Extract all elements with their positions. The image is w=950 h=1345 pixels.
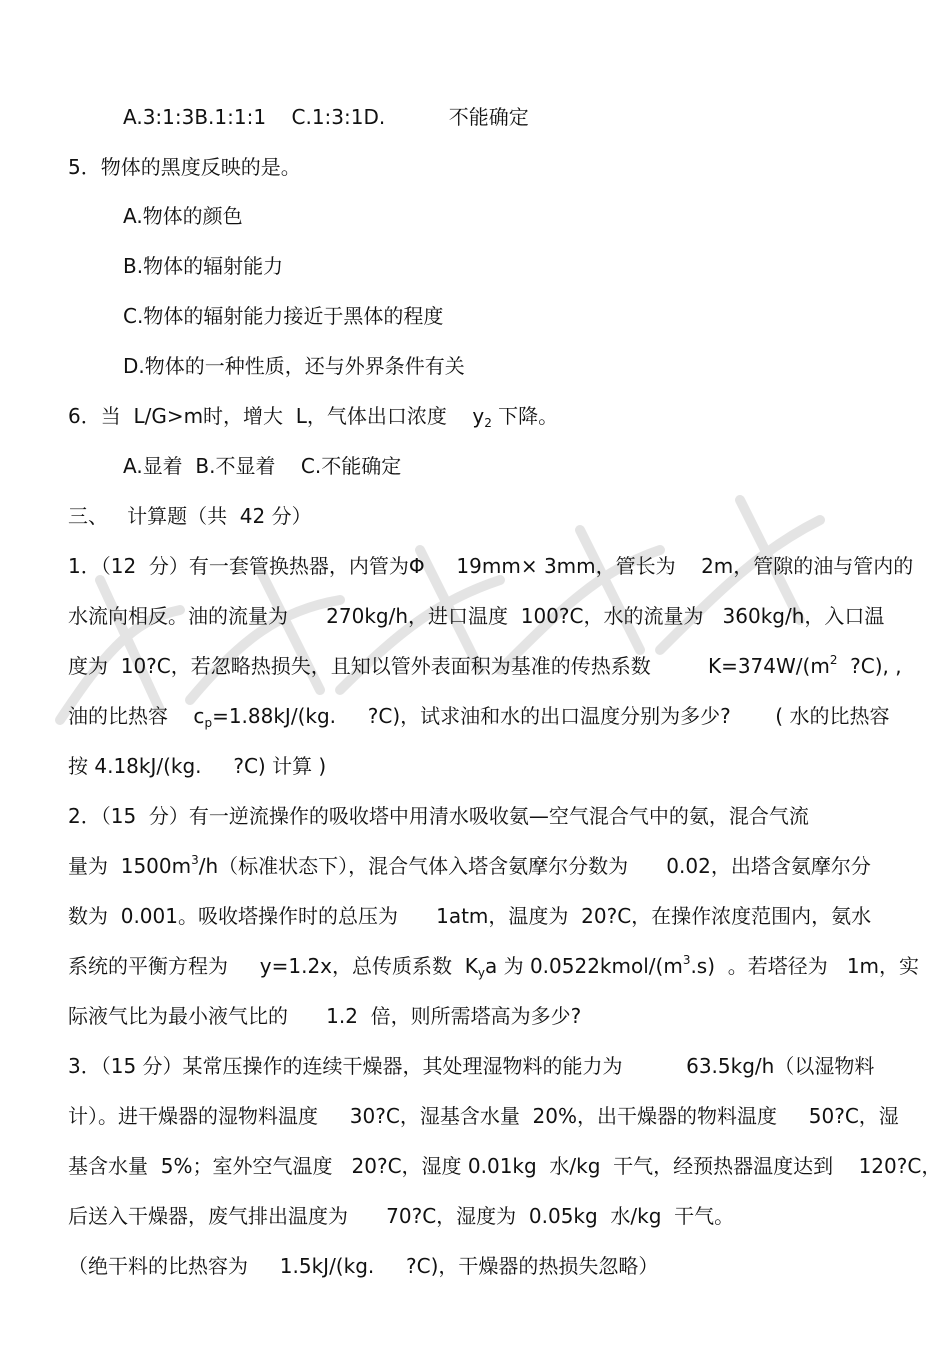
problem-2-line-4-b: a 为 0.0522kmol/(m (484, 954, 683, 978)
problem-2-line-3: 数为 0.001。吸收塔操作时的总压为 1atm，温度为 20?C，在操作浓度范围内，氨水 (68, 904, 872, 928)
question-6 (68, 401, 558, 434)
problem-2-line-2 (68, 851, 871, 884)
problem-3-line-1: 3．（15 分）某常压操作的连续干燥器，其处理湿物料的能力为 63.5kg/h（以湿物料 (68, 1054, 875, 1078)
problem-1-line-4-b: =1.88kJ/(kg. ?C)，试求油和水的出口温度分别为多少? ( 水的比热容 (212, 704, 890, 728)
problem-2-line-2-b: /h（标准状态下），混合气体入塔含氨摩尔分数为 0.02，出塔含氨摩尔分 (198, 854, 871, 878)
question-6-text-a: 6．当 L/G>m时，增大 L，气体出口浓度 y (68, 404, 485, 428)
problem-2-line-5: 际液气比为最小液气比的 1.2 倍，则所需塔高为多少? (68, 1004, 582, 1028)
problem-2-line-1: 2．（15 分）有一逆流操作的吸收塔中用清水吸收氨—空气混合气中的氨，混合气流 (68, 804, 809, 828)
problem-1-line-3-b: ?C), , (837, 654, 902, 678)
problem-2-line-4-a: 系统的平衡方程为 y=1.2x，总传质系数 K (68, 954, 478, 978)
problem-1-line-4 (68, 701, 889, 734)
option-5d: D.物体的一种性质，还与外界条件有关 (123, 354, 465, 378)
problem-1-line-1: 1．（12 分）有一套管换热器，内管为Φ 19mm× 3mm，管长为 2m，管隙的油与管内的 (68, 554, 914, 578)
problem-2-line-2-a: 量为 1500m (68, 854, 192, 878)
problem-3-line-5: （绝干料的比热容为 1.5kJ/(kg. ?C)，干燥器的热损失忽略） (68, 1254, 659, 1278)
problem-1-line-4-a: 油的比热容 c (68, 704, 205, 728)
option-5b: B.物体的辐射能力 (123, 254, 284, 278)
problem-1-line-2: 水流向相反。油的流量为 270kg/h，进口温度 100?C，水的流量为 360kg/h，入口温 (68, 604, 885, 628)
problem-3-line-3: 基含水量 5%；室外空气温度 20?C，湿度 0.01kg 水/kg 干气，经预热器温度达到 120?C， (68, 1154, 942, 1178)
problem-2-line-4-c: .s) 。若塔径为 1m，实 (690, 954, 920, 978)
problem-1-line-3 (68, 651, 902, 684)
superscript-3b: 3 (682, 953, 691, 967)
problem-2-line-4 (68, 951, 919, 984)
problem-1-line-5: 按 4.18kJ/(kg. ?C) 计算 ) (68, 754, 327, 778)
section-heading-calculation: 三、 计算题（共 42 分） (68, 504, 312, 528)
subscript-2: 2 (484, 416, 492, 430)
subscript-y: y (477, 966, 485, 980)
superscript-3: 3 (191, 853, 199, 867)
problem-1-line-3-a: 度为 10?C，若忽略热损失，且知以管外表面积为基准的传热系数 K=374W/(m (68, 654, 830, 678)
option-5c: C.物体的辐射能力接近于黑体的程度 (123, 304, 444, 328)
superscript-2: 2 (829, 653, 838, 667)
question-6-text-b: 下降。 (491, 404, 559, 428)
problem-3-line-4: 后送入干燥器，废气排出温度为 70?C，湿度为 0.05kg 水/kg 干气。 (68, 1204, 735, 1228)
options-line-q6: A.显着 B.不显着 C.不能确定 (123, 454, 402, 478)
subscript-p: p (204, 716, 213, 730)
options-line-q4: A.3:1:3B.1:1:1 C.1:3:1D. 不能确定 (123, 105, 529, 129)
option-5a: A.物体的颜色 (123, 204, 243, 228)
question-5: 5．物体的黑度反映的是。 (68, 155, 301, 179)
problem-3-line-2: 计）。进干燥器的湿物料温度 30?C，湿基含水量 20%，出干燥器的物料温度 50?C，湿 (68, 1104, 899, 1128)
